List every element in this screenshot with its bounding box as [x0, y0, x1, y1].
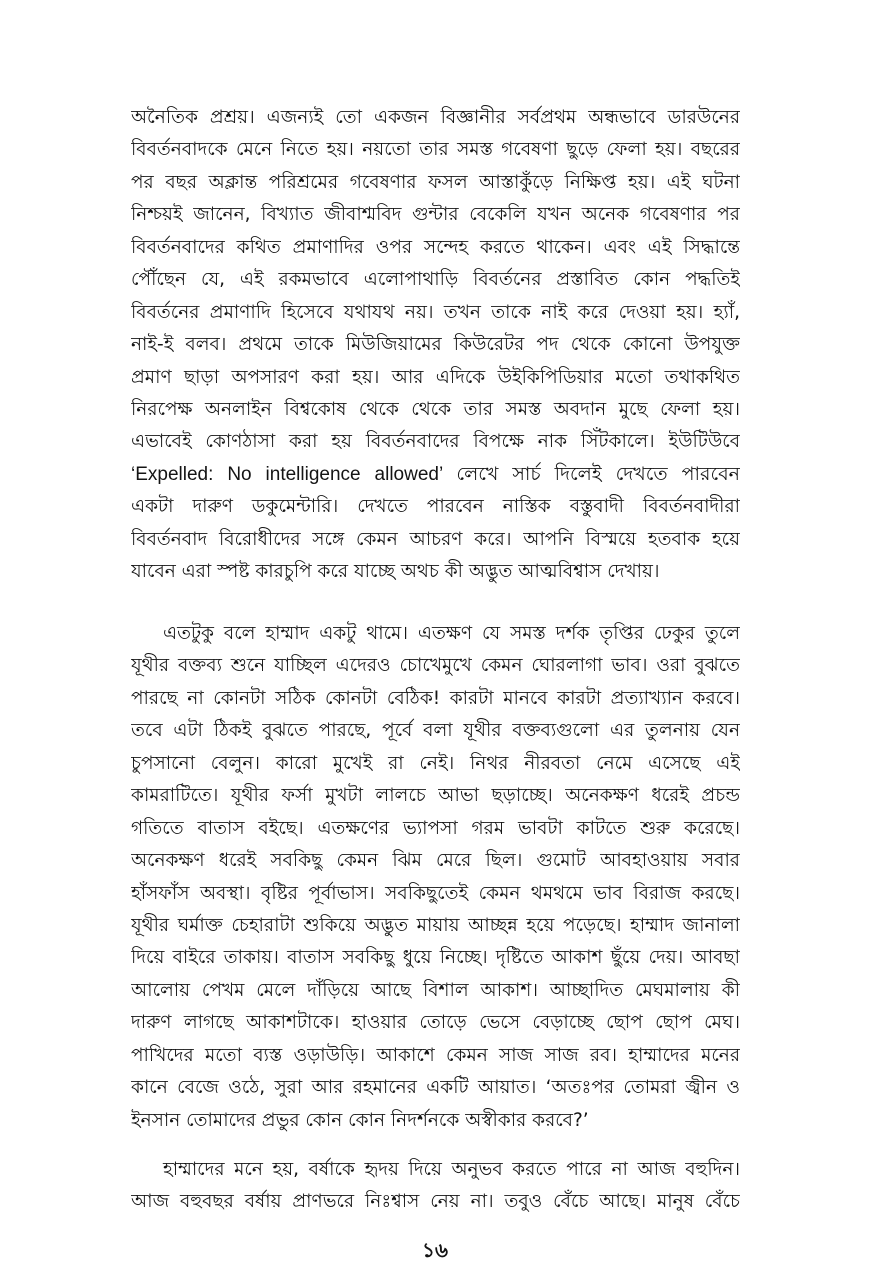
text-line: গতিতে বাতাস বইছে। এতক্ষণের ভ্যাপসা গরম ভাবটা কাটতে শুরু করেছে। [131, 817, 740, 839]
text-line: কানে বেজে ওঠে, সুরা আর রহমানের একটি আয়াত। ‘অতঃপর তোমরা জ্বীন ও [131, 1077, 740, 1099]
text-line: তবে এটা ঠিকই বুঝতে পারছে, পূর্বে বলা যূথীর বক্তব্যগুলো এর তুলনায় যেন [131, 720, 740, 742]
text-line: পৌঁছেন যে, এই রকমভাবে এলোপাথাড়ি বিবর্তনের প্রস্তাবিত কোন পদ্ধতিই [131, 269, 740, 291]
text-line: বিবর্তনবাদের কথিত প্রমাণাদির ওপর সন্দেহ করতে থাকেন। এবং এই সিদ্ধান্তে [131, 236, 740, 258]
text-line: এভাবেই কোণঠাসা করা হয় বিবর্তনবাদের বিপক্ষে নাক সিঁটকালে। ইউটিউবে [131, 431, 740, 453]
text-line: পারছে না কোনটা সঠিক কোনটা বেঠিক! কারটা মানবে কারটা প্রত্যাখ্যান করবে। [131, 687, 740, 709]
text-line: পর বছর অক্লান্ত পরিশ্রমের গবেষণার ফসল আস্তাকুঁড়ে নিক্ষিপ্ত হয়। এই ঘটনা [131, 171, 740, 193]
text-line: একটা দারুণ ডকুমেন্টারি। দেখতে পারবেন নাস্তিক বস্তুবাদী বিবর্তনবাদীরা [131, 496, 740, 518]
text-line: নিরপেক্ষ অনলাইন বিশ্বকোষ থেকে থেকে তার সমস্ত অবদান মুছে ফেলা হয়। [131, 398, 740, 420]
text-line: হাঁসফাঁস অবস্থা। বৃষ্টির পূর্বাভাস। সবকিছুতেই কেমন থমথমে ভাব বিরাজ করছে। [131, 882, 740, 904]
text-line: কামরাটিতে। যূথীর ফর্সা মুখটা লালচে আভা ছড়াচ্ছে। অনেকক্ষণ ধরেই প্রচন্ড [131, 785, 740, 807]
text-line: অনেকক্ষণ ধরেই সবকিছু কেমন ঝিম মেরে ছিল। গুমোট আবহাওয়ায় সবার [131, 850, 740, 872]
text-line: যাবেন এরা স্পষ্ট কারচুপি করে যাচ্ছে অথচ কী অদ্ভুত আত্মবিশ্বাস দেখায়। [131, 561, 660, 583]
text-line: যূথীর বক্তব্য শুনে যাচ্ছিল এদেরও চোখেমুখে কেমন ঘোরলাগা ভাব। ওরা বুঝতে [131, 655, 740, 677]
text-line: দারুণ লাগছে আকাশটাকে। হাওয়ার তোড়ে ভেসে বেড়াচ্ছে ছোপ ছোপ মেঘ। [131, 1012, 740, 1034]
text-line: আজ বহুবছর বর্ষায় প্রাণভরে নিঃশ্বাস নেয় না। তবুও বেঁচে আছে। মানুষ বেঁচে [131, 1191, 740, 1213]
page-number: ১৬ [422, 1238, 448, 1262]
text-line: ‘Expelled: No intelligence allowed’ লেখে সার্চ দিলেই দেখতে পারবেন [131, 463, 740, 485]
text-line: নাই-ই বলব। প্রথমে তাকে মিউজিয়ামের কিউরেটর পদ থেকে কোনো উপযুক্ত [131, 334, 740, 356]
text-line: প্রমাণ ছাড়া অপসারণ করা হয়। আর এদিকে উইকিপিডিয়ার মতো তথাকথিত [131, 366, 740, 388]
text-line: এতটুকু বলে হাম্মাদ একটু থামে। এতক্ষণ যে সমস্ত দর্শক তৃপ্তির ঢেকুর তুলে [163, 623, 740, 644]
text-line: বিবর্তনবাদ বিরোধীদের সঙ্গে কেমন আচরণ করে। আপনি বিস্ময়ে হতবাক হয়ে [131, 528, 740, 550]
text-line: নিশ্চয়ই জানেন, বিখ্যাত জীবাশ্মবিদ গুন্টার বেকেলি যখন অনেক গবেষণার পর [131, 204, 740, 226]
paragraph-3 [131, 1154, 740, 1219]
paragraph-2 [131, 618, 740, 1137]
text-line: আলোয় পেখম মেলে দাঁড়িয়ে আছে বিশাল আকাশ। আচ্ছাদিত মেঘমালায় কী [131, 979, 740, 1001]
text-line: চুপসানো বেলুন। কারো মুখেই রা নেই। নিথর নীরবতা নেমে এসেছে এই [131, 752, 740, 774]
text-line: হাম্মাদের মনে হয়, বর্ষাকে হৃদয় দিয়ে অনুভব করতে পারে না আজ বহুদিন। [163, 1159, 740, 1180]
text-line: বিবর্তনের প্রমাণাদি হিসেবে যথাযথ নয়। তখন তাকে নাই করে দেওয়া হয়। হ্যাঁ, [131, 301, 740, 323]
text-line: বিবর্তনবাদকে মেনে নিতে হয়। নয়তো তার সমস্ত গবেষণা ছুড়ে ফেলা হয়। বছরের [131, 139, 740, 161]
text-line: দিয়ে বাইরে তাকায়। বাতাস সবকিছু ধুয়ে নিচ্ছে। দৃষ্টিতে আকাশ ছুঁয়ে দেয়। আবছা [131, 947, 740, 969]
text-line: পাখিদের মতো ব্যস্ত ওড়াউড়ি। আকাশে কেমন সাজ সাজ রব। হাম্মাদের মনের [131, 1044, 740, 1066]
text-line: যূথীর ঘর্মাক্ত চেহারাটা শুকিয়ে অদ্ভুত মায়ায় আচ্ছন্ন হয়ে পড়েছে। হাম্মাদ জানালা [131, 914, 740, 936]
text-line: ইনসান তোমাদের প্রভুর কোন কোন নিদর্শনকে অস্বীকার করবে?’ [131, 1109, 589, 1131]
paragraph-1 [131, 102, 740, 589]
text-line: অনৈতিক প্রশ্রয়। এজন্যই তো একজন বিজ্ঞানীর সর্বপ্রথম অন্ধভাবে ডারউনের [131, 107, 740, 128]
